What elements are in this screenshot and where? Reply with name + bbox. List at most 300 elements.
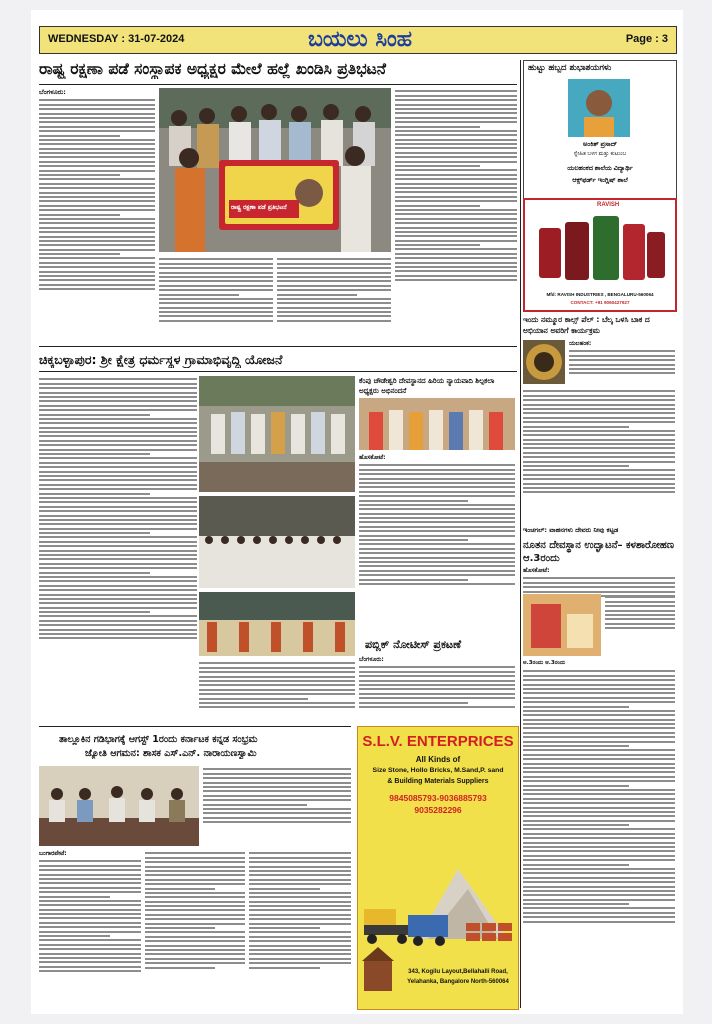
text-line — [39, 126, 155, 128]
text-line — [523, 461, 675, 463]
text-line — [159, 289, 273, 291]
taluk-text-beside-photo — [203, 766, 351, 846]
text-line — [395, 218, 517, 220]
text-line — [199, 702, 355, 704]
text-line — [39, 453, 150, 455]
text-line — [39, 922, 141, 924]
text-line — [39, 904, 141, 906]
text-line — [395, 143, 517, 145]
text-line — [39, 378, 197, 380]
text-line — [523, 478, 675, 480]
text-line — [159, 267, 273, 269]
slv-enterprices-ad — [357, 726, 519, 1010]
text-line — [39, 567, 197, 569]
text-line — [395, 126, 480, 128]
text-line — [145, 866, 245, 868]
text-line — [39, 896, 110, 898]
text-line — [359, 579, 468, 581]
text-line — [395, 104, 517, 106]
text-line — [145, 874, 245, 876]
text-line — [159, 272, 273, 274]
text-line — [523, 793, 675, 795]
story2-rule — [39, 371, 517, 372]
birthday-photo — [568, 79, 630, 137]
text-line — [199, 676, 355, 678]
slv-address-2: Yelahanka, Bangalore North-560064 — [407, 979, 509, 985]
text-line — [39, 196, 155, 198]
text-line — [39, 493, 150, 495]
text-line — [569, 350, 675, 352]
text-line — [145, 905, 245, 907]
text-line — [249, 962, 351, 964]
text-line — [199, 662, 355, 664]
text-line — [145, 914, 245, 916]
article-body-text — [249, 852, 351, 968]
slv-phone-1: 9845085793-9036885793 — [389, 793, 487, 803]
text-line — [39, 541, 197, 543]
text-line — [569, 359, 675, 361]
text-line — [39, 113, 155, 115]
text-line — [277, 315, 391, 317]
text-line — [39, 240, 155, 242]
text-line — [199, 693, 355, 695]
text-line — [145, 861, 245, 863]
text-line — [395, 257, 517, 259]
text-line — [249, 892, 351, 894]
text-line — [145, 852, 245, 854]
text-line — [39, 418, 197, 420]
text-line — [523, 421, 675, 423]
text-line — [39, 860, 141, 862]
text-line — [523, 776, 675, 778]
text-line — [203, 799, 351, 801]
text-line — [395, 244, 480, 246]
birthday-heading: ಹುಟ್ಟು ಹಬ್ಬದ ಶುಭಾಶಯಗಳು — [528, 63, 612, 73]
text-line — [523, 577, 675, 579]
sidebar-divider — [520, 60, 521, 1008]
text-line — [395, 152, 517, 154]
text-line — [39, 431, 197, 433]
text-line — [39, 422, 197, 424]
audience-image-1 — [199, 496, 355, 588]
text-line — [203, 777, 351, 779]
text-line — [523, 749, 675, 751]
taluk-photo — [39, 766, 199, 846]
text-line — [39, 435, 197, 437]
text-line — [523, 474, 675, 476]
right-story2-photo — [523, 594, 601, 656]
text-line — [39, 501, 197, 503]
text-line — [523, 864, 629, 866]
text-line — [249, 857, 351, 859]
text-line — [249, 958, 351, 960]
text-line — [203, 782, 351, 784]
text-line — [145, 909, 245, 911]
text-line — [39, 926, 141, 928]
text-line — [523, 426, 629, 428]
text-line — [39, 183, 155, 185]
text-line — [395, 187, 517, 189]
text-line — [277, 302, 391, 304]
text-line — [39, 939, 141, 941]
text-line — [39, 935, 110, 937]
text-line — [159, 276, 273, 278]
notice-headline: ಪಬ್ಲಿಕ್ ನೋಟೀಸ್ ಪ್ರಕಟಣೆ — [365, 638, 462, 651]
text-line — [145, 949, 245, 951]
text-line — [523, 886, 675, 888]
text-line — [39, 449, 197, 451]
text-line — [39, 466, 197, 468]
text-line — [523, 469, 675, 471]
deity-emblem-image — [523, 340, 565, 384]
text-line — [277, 276, 391, 278]
text-line — [39, 620, 197, 622]
text-line — [523, 727, 675, 729]
text-line — [359, 517, 515, 519]
ravish-products-image — [525, 210, 675, 290]
slv-address-1: 343, Kogilu Layout,Bellahalli Road, — [408, 969, 508, 975]
text-line — [145, 962, 245, 964]
text-line — [249, 914, 351, 916]
text-line — [39, 554, 197, 556]
text-line — [39, 869, 141, 871]
article-body-text — [145, 852, 245, 968]
text-line — [39, 948, 141, 950]
text-line — [395, 209, 517, 211]
text-line — [39, 257, 155, 259]
article-body-text — [39, 860, 141, 972]
text-line — [605, 623, 675, 625]
text-line — [359, 565, 515, 567]
text-line — [523, 767, 675, 769]
text-line — [39, 615, 197, 617]
text-line — [39, 187, 155, 189]
text-line — [203, 817, 351, 819]
right-story1-photo — [523, 340, 565, 384]
birthday-line2: ಯಲಹಂಕದ ಶಾಲೆಯ ವಿದ್ಯಾರ್ಥಿ — [567, 165, 633, 172]
text-line — [395, 147, 517, 149]
text-line — [395, 90, 517, 92]
text-line — [203, 790, 351, 792]
text-line — [145, 888, 215, 890]
text-line — [395, 200, 517, 202]
text-line — [39, 523, 197, 525]
text-line — [39, 589, 197, 591]
text-line — [359, 693, 515, 695]
text-line — [359, 530, 515, 532]
text-line — [39, 174, 120, 176]
text-line — [39, 563, 197, 565]
text-line — [523, 483, 675, 485]
story3-dateline: ಹೊಸಕೋಟೆ: — [359, 454, 386, 461]
article-body-text — [605, 594, 675, 632]
text-line — [523, 692, 675, 694]
text-line — [277, 285, 391, 287]
text-line — [39, 510, 197, 512]
text-line — [203, 768, 351, 770]
text-line — [159, 298, 273, 300]
notice-text — [359, 656, 515, 722]
text-line — [523, 780, 675, 782]
lead-headline: ರಾಷ್ಟ್ರ ರಕ್ಷಣಾ ಪಡೆ ಸಂಸ್ಥಾಪಕ ಅಧ್ಯಕ್ಷರ ಮೇಲೆ ಹಲ್ಲೆ ಖಂಡಿಸಿ ಪ್ರತಿಭಟನೆ — [39, 60, 387, 78]
text-line — [39, 218, 155, 220]
text-line — [145, 967, 215, 969]
text-line — [145, 940, 245, 942]
text-line — [523, 912, 675, 914]
lead-rule — [39, 84, 517, 85]
text-line — [39, 400, 197, 402]
text-line — [199, 667, 355, 669]
text-line — [39, 200, 155, 202]
text-line — [39, 383, 197, 385]
text-line — [159, 320, 273, 322]
text-line — [395, 139, 517, 141]
text-line — [359, 574, 515, 576]
text-line — [523, 802, 675, 804]
text-line — [523, 684, 675, 686]
text-line — [159, 302, 273, 304]
text-line — [249, 953, 351, 955]
text-line — [39, 878, 141, 880]
taluk-dateline: ಬಂಗಾರಪೇಟೆ: — [39, 850, 67, 857]
text-line — [523, 679, 675, 681]
text-line — [39, 475, 197, 477]
article-body-text — [395, 90, 517, 281]
text-line — [39, 214, 120, 216]
text-line — [395, 275, 517, 277]
lead-text-col-right — [395, 88, 517, 344]
text-line — [159, 280, 273, 282]
text-line — [359, 557, 515, 559]
text-line — [359, 671, 515, 673]
text-line — [523, 837, 675, 839]
text-line — [395, 222, 517, 224]
text-line — [39, 576, 197, 578]
text-line — [249, 901, 351, 903]
text-line — [203, 821, 351, 823]
text-line — [277, 267, 391, 269]
text-line — [39, 170, 155, 172]
text-line — [395, 112, 517, 114]
text-line — [39, 624, 197, 626]
text-line — [523, 710, 675, 712]
text-line — [523, 763, 675, 765]
text-line — [523, 430, 675, 432]
text-line — [277, 258, 391, 260]
text-line — [39, 913, 141, 915]
text-line — [523, 706, 629, 708]
text-line — [523, 842, 675, 844]
text-line — [145, 931, 245, 933]
text-line — [249, 852, 351, 854]
right-story1 — [523, 314, 675, 520]
masthead — [39, 26, 677, 54]
text-line — [249, 940, 351, 942]
text-line — [523, 465, 629, 467]
text-line — [39, 222, 155, 224]
text-line — [523, 820, 675, 822]
text-line — [523, 447, 675, 449]
text-line — [395, 108, 517, 110]
text-line — [39, 944, 141, 946]
text-line — [523, 833, 675, 835]
text-line — [523, 916, 675, 918]
text-line — [523, 719, 675, 721]
text-line — [523, 798, 675, 800]
text-line — [523, 714, 675, 716]
text-line — [249, 861, 351, 863]
text-line — [39, 585, 197, 587]
text-line — [39, 966, 141, 968]
text-line — [359, 702, 468, 704]
text-line — [159, 263, 273, 265]
text-line — [39, 236, 155, 238]
text-line — [395, 248, 517, 250]
text-line — [145, 870, 245, 872]
text-line — [359, 526, 515, 528]
text-line — [277, 289, 391, 291]
text-line — [523, 881, 675, 883]
text-line — [523, 697, 675, 699]
text-line — [39, 284, 155, 286]
text-line — [145, 923, 245, 925]
text-line — [395, 161, 517, 163]
text-line — [145, 953, 245, 955]
story3-text — [359, 454, 515, 624]
text-line — [523, 824, 629, 826]
text-line — [359, 666, 515, 668]
right-story1-dateline: ಯಲಹಂಕ: — [569, 340, 592, 347]
lead-text-col1 — [39, 88, 155, 344]
text-line — [523, 807, 675, 809]
text-line — [159, 285, 273, 287]
article-body-text — [199, 662, 355, 708]
text-line — [523, 586, 675, 588]
text-line — [395, 196, 517, 198]
text-line — [199, 680, 355, 682]
text-line — [249, 909, 351, 911]
text-line — [199, 671, 355, 673]
text-line — [523, 456, 675, 458]
slv-line2: Size Stone, Hollo Bricks, M.Sand,P. sand — [372, 767, 504, 774]
article-body-text — [569, 348, 675, 377]
text-line — [39, 580, 197, 582]
text-line — [249, 949, 351, 951]
text-line — [159, 294, 239, 296]
text-line — [605, 627, 675, 629]
stage-program-image — [199, 376, 355, 492]
right-story2-dateline: ಹೊಸಕೋಟೆ: — [523, 567, 550, 574]
text-line — [249, 866, 351, 868]
text-line — [523, 395, 675, 397]
text-line — [39, 409, 197, 411]
text-line — [39, 266, 155, 268]
text-line — [249, 918, 351, 920]
taluk-text-col1 — [39, 850, 141, 1008]
text-line — [39, 497, 197, 499]
text-line — [277, 272, 391, 274]
text-line — [145, 901, 245, 903]
text-line — [395, 262, 517, 264]
text-line — [523, 404, 675, 406]
text-line — [159, 258, 273, 260]
text-line — [39, 209, 155, 211]
text-line — [523, 491, 675, 493]
slv-name: S.L.V. ENTERPRICES — [362, 733, 514, 750]
text-line — [277, 298, 391, 300]
text-line — [359, 688, 515, 690]
text-line — [39, 532, 150, 534]
text-line — [39, 253, 120, 255]
story2-text-under-photos — [199, 660, 355, 726]
text-line — [199, 706, 355, 708]
text-line — [203, 786, 351, 788]
text-line — [359, 469, 515, 471]
temple-ceremony-image — [523, 594, 601, 656]
text-line — [145, 945, 245, 947]
text-line — [39, 396, 197, 398]
text-line — [523, 670, 675, 672]
text-line — [145, 927, 215, 929]
text-line — [39, 279, 155, 281]
text-line — [523, 811, 675, 813]
text-line — [359, 684, 515, 686]
text-line — [359, 508, 515, 510]
text-line — [359, 500, 468, 502]
text-line — [39, 637, 197, 639]
story2-bottom-rule — [39, 726, 351, 727]
felicitation-image — [359, 398, 515, 450]
text-line — [395, 240, 517, 242]
text-line — [395, 231, 517, 233]
text-line — [395, 191, 517, 193]
story2-text-left — [39, 376, 197, 726]
taluk-text-col3 — [249, 850, 351, 1008]
text-line — [39, 865, 141, 867]
text-line — [523, 582, 675, 584]
text-line — [395, 95, 517, 97]
text-line — [523, 408, 675, 410]
article-body-text — [159, 258, 273, 321]
text-line — [39, 506, 197, 508]
ravish-ad — [523, 198, 677, 312]
text-line — [523, 899, 675, 901]
text-line — [39, 275, 155, 277]
lead-dateline: ಬೆಂಗಳೂರು: — [39, 88, 66, 96]
text-line — [39, 99, 155, 101]
dignitaries-stage-image — [39, 766, 199, 846]
story2-photo-1 — [199, 376, 355, 492]
text-line — [605, 601, 675, 603]
text-line — [39, 519, 197, 521]
newspaper-title: ಬಯಲು ಸಿಂಹ — [307, 27, 413, 52]
text-line — [523, 412, 675, 414]
text-line — [359, 539, 468, 541]
text-line — [39, 288, 155, 290]
text-line — [523, 745, 629, 747]
text-line — [203, 773, 351, 775]
text-line — [199, 698, 308, 700]
lead-banner-text: ರಾಷ್ಟ್ರ ರಕ್ಷಣಾ ಪಡೆ ಪ್ರತಿಭಟನೆ — [231, 204, 287, 211]
text-line — [523, 723, 675, 725]
text-line — [145, 857, 245, 859]
text-line — [523, 771, 675, 773]
text-line — [359, 491, 515, 493]
text-line — [203, 804, 307, 806]
text-line — [569, 355, 675, 357]
text-line — [359, 473, 515, 475]
text-line — [39, 550, 197, 552]
